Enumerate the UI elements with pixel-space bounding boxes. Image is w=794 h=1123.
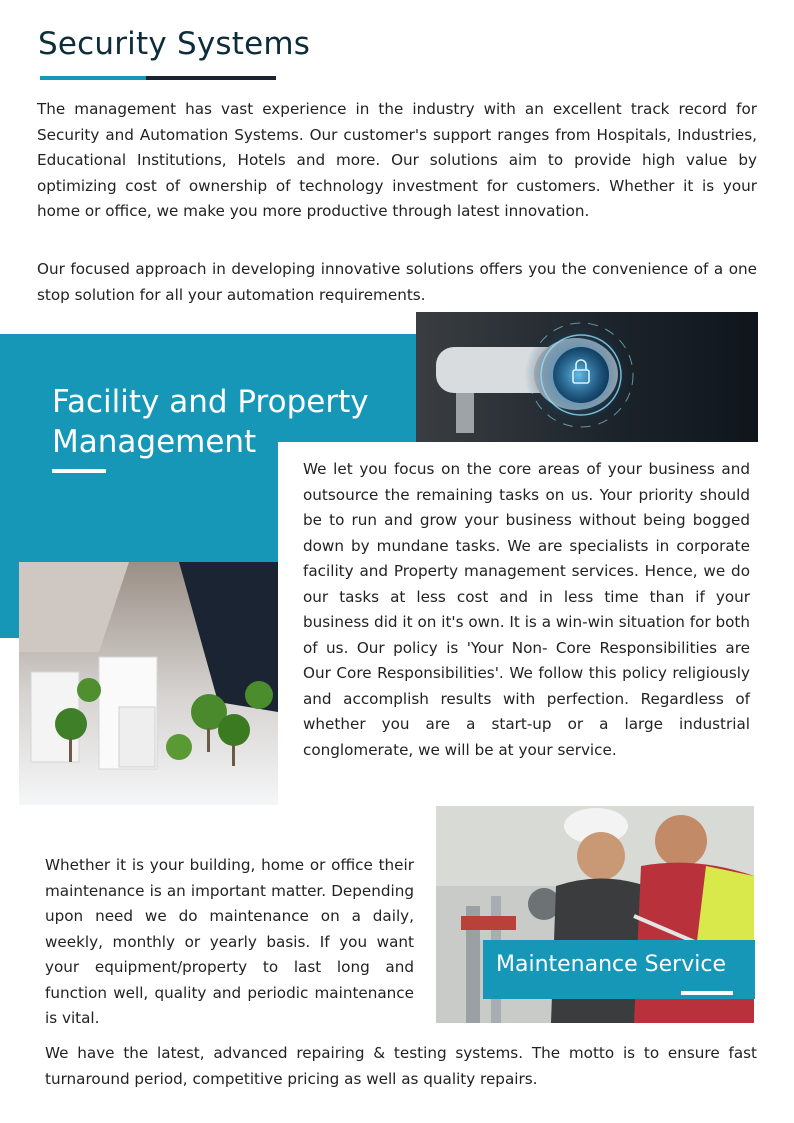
- intro-paragraph-2: Our focused approach in developing innovative solutions offers you the convenience of a one stop solution for all your automation requirements.: [37, 260, 757, 304]
- title-underline: [40, 76, 276, 80]
- maintenance-paragraph-1: Whether it is your building, home or office their maintenance is an important matter. Depending upon need we do maintenance on a daily, weekly, monthly or yearly basis. If you want your equipment/property to last long and function well, quality and periodic maintenance is vital.: [45, 856, 414, 1027]
- title-underline-accent: [40, 76, 146, 80]
- intro-paragraph-1: The management has vast experience in the industry with an excellent track record for Security and Automation Systems. Our customer's support ranges from Hospitals, Industries, Educational Institutions, Hotels and more. Our solutions aim to provide high value by optimizing cost of ownership of technology investment for customers. Whether it is your home or office, we make you more productive through latest innovation.: [37, 100, 757, 220]
- facility-section-title: Facility and Property Management: [52, 384, 369, 460]
- facility-paragraph: We let you focus on the core areas of your business and outsource the remaining tasks on us. Your priority should be to run and grow your business without being bogged down by mundane tasks. We are specialists in corporate facility and Property management services. Hence, we do our tasks at less cost and in less time than if your business did it on it's own. It is a win-win situation for both of us. Our policy is 'Your Non- Core Responsibilities are Our Core Responsibilities'. We follow this policy religiously and accomplish results with perfection. Regardless of whether you are a start-up or a large industrial conglomerate, we will be at your service.: [303, 460, 750, 759]
- building-model-image: [19, 562, 278, 805]
- cctv-camera-image: [416, 312, 758, 442]
- maintenance-label-rule: [681, 991, 733, 995]
- facility-title-rule: [52, 469, 106, 473]
- maintenance-paragraph-2: We have the latest, advanced repairing & testing systems. The motto is to ensure fast turnaround period, competitive pricing as well as quality repairs.: [45, 1044, 757, 1088]
- title-underline-dark: [146, 76, 276, 80]
- page-title: Security Systems: [38, 26, 311, 62]
- maintenance-service-title: Maintenance Service: [496, 952, 726, 977]
